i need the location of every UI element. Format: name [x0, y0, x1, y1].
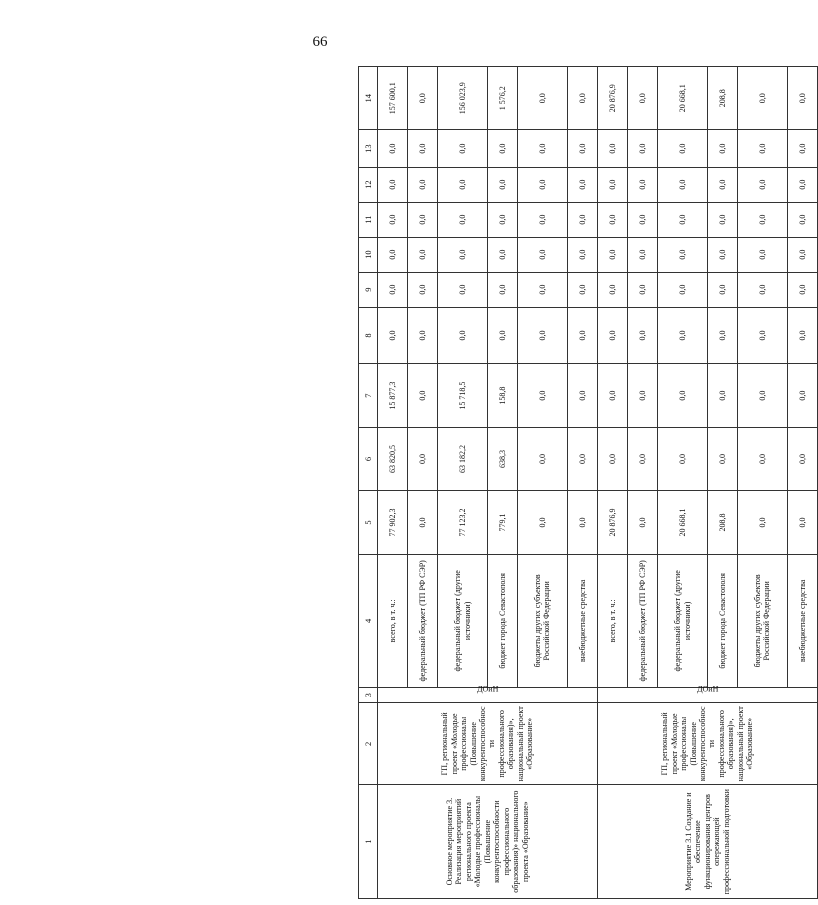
header-cell: 9	[359, 272, 378, 307]
value-cell: 1 576,2	[487, 67, 517, 130]
value-cell: 0,0	[628, 307, 658, 364]
value-cell: 0,0	[707, 130, 737, 167]
value-cell: 0,0	[628, 237, 658, 272]
value-cell: 0,0	[408, 167, 438, 202]
value-cell: 0,0	[597, 202, 627, 237]
value-cell: 63 182,2	[438, 427, 488, 490]
program-cell: ГП, региональный проект «Молодые профессионалы (Повышение конкурентоспособности профессионального образования)», национальный проект «Образование»	[597, 703, 817, 785]
value-cell: 0,0	[738, 202, 788, 237]
value-cell: 0,0	[738, 167, 788, 202]
value-cell: 0,0	[738, 364, 788, 427]
value-cell: 0,0	[487, 130, 517, 167]
value-cell: 0,0	[597, 272, 627, 307]
value-cell: 0,0	[707, 307, 737, 364]
value-cell: 0,0	[378, 130, 408, 167]
funding-source-cell: федеральный бюджет (ТП РФ СЭР)	[628, 554, 658, 687]
header-cell: 5	[359, 491, 378, 554]
value-cell: 0,0	[707, 237, 737, 272]
value-cell: 0,0	[787, 427, 817, 490]
value-cell: 0,0	[408, 202, 438, 237]
value-cell: 0,0	[408, 67, 438, 130]
value-cell: 0,0	[787, 167, 817, 202]
value-cell: 0,0	[438, 167, 488, 202]
value-cell: 0,0	[378, 307, 408, 364]
value-cell: 0,0	[408, 307, 438, 364]
value-cell: 0,0	[518, 167, 568, 202]
value-cell: 0,0	[658, 427, 708, 490]
value-cell: 0,0	[408, 272, 438, 307]
value-cell: 158,8	[487, 364, 517, 427]
value-cell: 0,0	[567, 491, 597, 554]
value-cell: 0,0	[738, 307, 788, 364]
value-cell: 0,0	[567, 167, 597, 202]
value-cell: 0,0	[658, 364, 708, 427]
value-cell: 15 877,3	[378, 364, 408, 427]
funding-source-cell: федеральный бюджет (ТП РФ СЭР)	[408, 554, 438, 687]
value-cell: 0,0	[597, 427, 627, 490]
budget-table	[358, 66, 818, 899]
value-cell: 0,0	[487, 167, 517, 202]
header-cell: 10	[359, 237, 378, 272]
funding-source-cell: бюджет города Севастополя	[707, 554, 737, 687]
table-row	[597, 67, 627, 899]
funding-source-cell: бюджеты других субъектов Российской Федерации	[738, 554, 788, 687]
value-cell: 0,0	[597, 237, 627, 272]
executor-label: ДОиН	[696, 684, 719, 694]
value-cell: 0,0	[567, 272, 597, 307]
value-cell: 0,0	[707, 202, 737, 237]
value-cell: 0,0	[567, 237, 597, 272]
value-cell: 0,0	[567, 130, 597, 167]
value-cell: 0,0	[378, 237, 408, 272]
value-cell: 20 668,1	[658, 491, 708, 554]
value-cell: 20 876,9	[597, 491, 627, 554]
header-cell: 3	[359, 688, 378, 703]
value-cell: 0,0	[567, 427, 597, 490]
value-cell: 0,0	[738, 491, 788, 554]
value-cell: 0,0	[597, 167, 627, 202]
value-cell: 0,0	[738, 427, 788, 490]
value-cell: 77 123,2	[438, 491, 488, 554]
executor-cell	[378, 684, 598, 703]
value-cell: 0,0	[518, 427, 568, 490]
value-cell: 0,0	[438, 307, 488, 364]
value-cell: 0,0	[567, 202, 597, 237]
value-cell: 0,0	[707, 364, 737, 427]
value-cell: 0,0	[438, 272, 488, 307]
value-cell: 0,0	[438, 237, 488, 272]
header-cell: 14	[359, 67, 378, 130]
table-row	[378, 67, 408, 899]
value-cell: 0,0	[738, 130, 788, 167]
value-cell: 0,0	[487, 307, 517, 364]
value-cell: 0,0	[707, 167, 737, 202]
executor-label: ДОиН	[476, 684, 499, 694]
value-cell: 0,0	[378, 202, 408, 237]
value-cell: 0,0	[597, 130, 627, 167]
value-cell: 0,0	[408, 130, 438, 167]
value-cell: 0,0	[518, 307, 568, 364]
value-cell: 0,0	[518, 237, 568, 272]
executor-cell	[597, 684, 817, 703]
value-cell: 0,0	[408, 364, 438, 427]
value-cell: 0,0	[408, 237, 438, 272]
funding-source-cell: бюджеты других субъектов Российской Федерации	[518, 554, 568, 687]
value-cell: 77 902,3	[378, 491, 408, 554]
value-cell: 15 718,5	[438, 364, 488, 427]
value-cell: 0,0	[628, 67, 658, 130]
value-cell: 0,0	[567, 67, 597, 130]
value-cell: 779,1	[487, 491, 517, 554]
value-cell: 0,0	[787, 202, 817, 237]
value-cell: 0,0	[438, 202, 488, 237]
value-cell: 638,3	[487, 427, 517, 490]
value-cell: 0,0	[567, 364, 597, 427]
value-cell: 0,0	[378, 167, 408, 202]
value-cell: 0,0	[787, 491, 817, 554]
value-cell: 0,0	[707, 427, 737, 490]
value-cell: 0,0	[518, 130, 568, 167]
value-cell: 0,0	[487, 202, 517, 237]
value-cell: 0,0	[738, 67, 788, 130]
value-cell: 0,0	[628, 202, 658, 237]
value-cell: 0,0	[567, 307, 597, 364]
funding-source-cell: бюджет города Севастополя	[487, 554, 517, 687]
value-cell: 208,8	[707, 67, 737, 130]
value-cell: 0,0	[408, 427, 438, 490]
value-cell: 0,0	[707, 272, 737, 307]
header-cell: 12	[359, 167, 378, 202]
value-cell: 0,0	[518, 364, 568, 427]
funding-source-cell: федеральный бюджет (другие источники)	[438, 554, 488, 687]
value-cell: 0,0	[787, 67, 817, 130]
value-cell: 0,0	[658, 307, 708, 364]
value-cell: 0,0	[658, 167, 708, 202]
budget-table-body	[359, 67, 818, 899]
value-cell: 157 600,1	[378, 67, 408, 130]
header-row	[359, 67, 378, 899]
value-cell: 0,0	[518, 491, 568, 554]
header-cell: 2	[359, 703, 378, 785]
funding-source-cell: внебюджетные средства	[787, 554, 817, 687]
value-cell: 0,0	[628, 364, 658, 427]
value-cell: 0,0	[438, 130, 488, 167]
header-cell: 6	[359, 427, 378, 490]
header-cell: 7	[359, 364, 378, 427]
value-cell: 0,0	[628, 130, 658, 167]
budget-table-rotated	[358, 66, 818, 899]
value-cell: 0,0	[408, 491, 438, 554]
value-cell: 0,0	[738, 237, 788, 272]
value-cell: 0,0	[487, 272, 517, 307]
value-cell: 0,0	[658, 202, 708, 237]
value-cell: 0,0	[787, 130, 817, 167]
page-number: 66	[312, 34, 328, 50]
value-cell: 0,0	[628, 167, 658, 202]
value-cell: 208,8	[707, 491, 737, 554]
value-cell: 0,0	[658, 272, 708, 307]
value-cell: 20 876,9	[597, 67, 627, 130]
value-cell: 0,0	[518, 202, 568, 237]
value-cell: 0,0	[518, 272, 568, 307]
funding-source-cell: всего, в т. ч.:	[597, 554, 627, 687]
event-cell: Мероприятие 3.1 Создание и обеспечение функционирования центров опережающей профессиональной подготовки	[597, 785, 817, 899]
value-cell: 0,0	[787, 272, 817, 307]
value-cell: 156 023,9	[438, 67, 488, 130]
event-cell: Основное мероприятие 3. Реализация мероприятий регионального проекта «Молодые профессионалы (Повышение конкурентоспособности профессионального образования)» национального проекта «Образование»	[378, 785, 598, 899]
value-cell: 0,0	[628, 272, 658, 307]
funding-source-cell: федеральный бюджет (другие источники)	[658, 554, 708, 687]
value-cell: 0,0	[787, 237, 817, 272]
program-cell: ГП, региональный проект «Молодые профессионалы (Повышение конкурентоспособности профессионального образования)», национальный проект «Образование»	[378, 703, 598, 785]
value-cell: 0,0	[597, 364, 627, 427]
value-cell: 0,0	[597, 307, 627, 364]
header-cell: 4	[359, 554, 378, 687]
value-cell: 0,0	[787, 364, 817, 427]
header-cell: 11	[359, 202, 378, 237]
value-cell: 0,0	[787, 307, 817, 364]
value-cell: 0,0	[487, 237, 517, 272]
value-cell: 0,0	[658, 237, 708, 272]
value-cell: 0,0	[628, 491, 658, 554]
header-cell: 13	[359, 130, 378, 167]
value-cell: 63 820,5	[378, 427, 408, 490]
value-cell: 0,0	[628, 427, 658, 490]
value-cell: 0,0	[378, 272, 408, 307]
header-cell: 1	[359, 785, 378, 899]
value-cell: 0,0	[658, 130, 708, 167]
value-cell: 20 668,1	[658, 67, 708, 130]
funding-source-cell: внебюджетные средства	[567, 554, 597, 687]
value-cell: 0,0	[518, 67, 568, 130]
value-cell: 0,0	[738, 272, 788, 307]
header-cell: 8	[359, 307, 378, 364]
funding-source-cell: всего, в т. ч.:	[378, 554, 408, 687]
